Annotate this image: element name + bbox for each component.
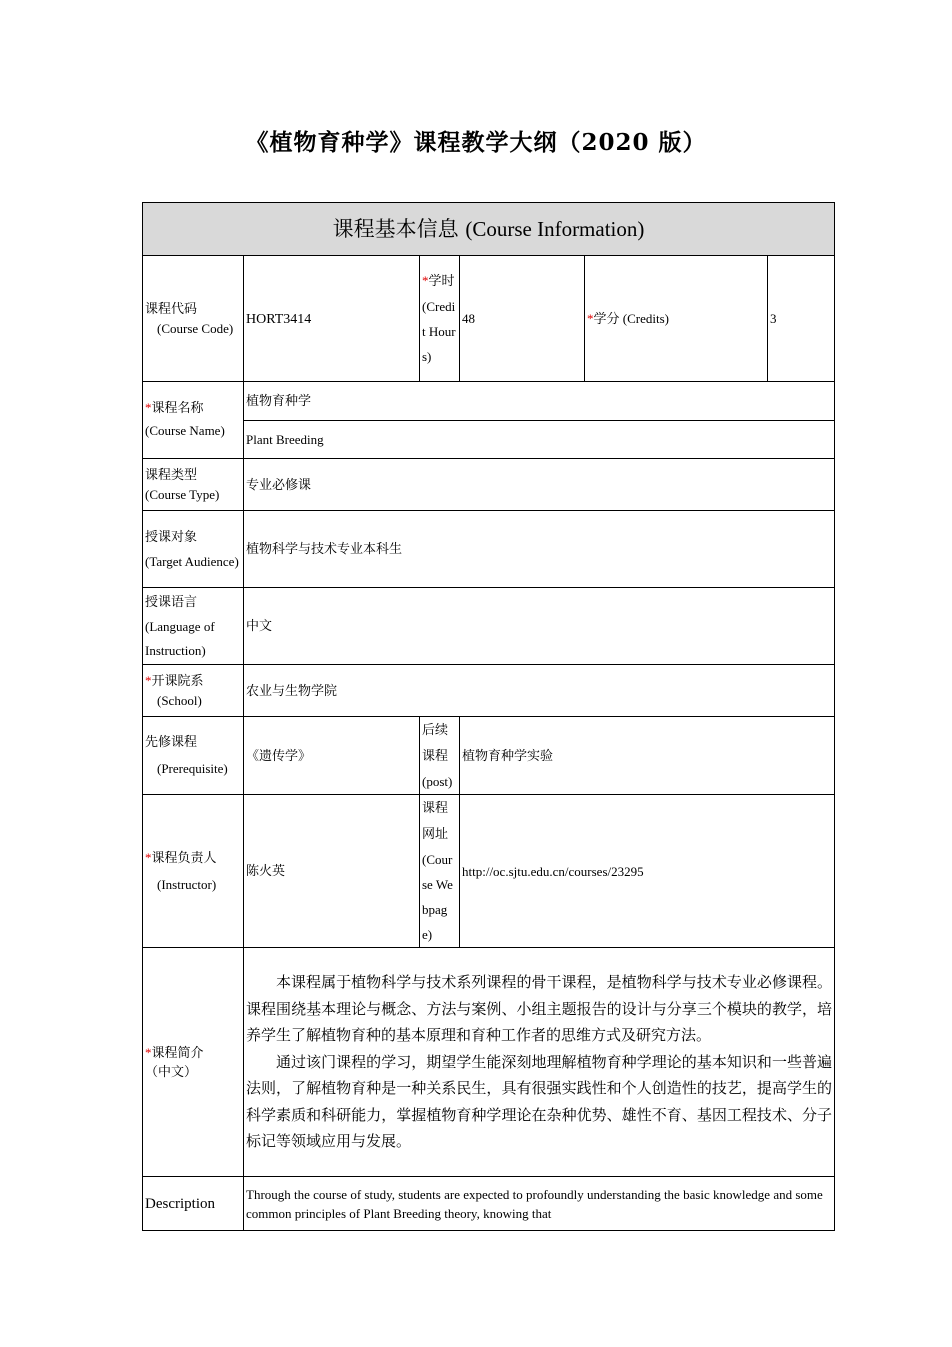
row-audience xyxy=(143,511,835,588)
course-name-label-en: (Course Name) xyxy=(145,422,225,438)
course-code-label-en: (Course Code) xyxy=(157,321,234,336)
language-label-cell xyxy=(143,588,244,665)
hours-label-zh: 学时 xyxy=(428,274,455,289)
row-language xyxy=(143,588,835,665)
instructor-label-cell xyxy=(143,795,244,948)
prerequisite-label-en: (Prerequisite) xyxy=(157,761,228,776)
intro-label-zh2: （中文） xyxy=(145,1064,198,1079)
instructor-value-cell xyxy=(244,795,420,948)
required-star: * xyxy=(422,273,429,288)
credits-label-en: (Credits) xyxy=(622,310,669,326)
post-label-cell xyxy=(420,717,460,795)
course-webpage-link[interactable]: http://oc.sjtu.edu.cn/courses/23295 xyxy=(462,863,644,879)
hours-label-cell xyxy=(420,256,460,382)
credits-value-cell xyxy=(768,256,835,382)
required-star: * xyxy=(145,399,152,415)
required-star: * xyxy=(145,1045,152,1060)
intro-paragraph-2: 通过该门课程的学习，期望学生能深刻地理解植物育种学理论的基本知识和一些普遍法则，了解植物育种是一种关系民生，具有很强实践性和个人创造性的技艺，提高学生的科学素质和科研能力，掌握植物育种学理论在杂种优势、雄性不育、基因工程技术、分子标记等领域应用与发展。 xyxy=(246,1052,833,1151)
language-label-en: (Language of Instruction) xyxy=(145,618,215,658)
required-star: * xyxy=(587,310,594,326)
section-header-en: (Course Information) xyxy=(465,216,645,241)
hours-label-en: (Credit Hours) xyxy=(422,299,456,364)
row-course-code xyxy=(143,256,835,382)
post-label-en: (post) xyxy=(422,774,453,789)
row-course-name-zh xyxy=(143,382,835,421)
course-code-value-cell xyxy=(244,256,420,382)
row-instructor xyxy=(143,795,835,948)
description-label-cell xyxy=(143,1177,244,1231)
row-school xyxy=(143,665,835,717)
required-star: * xyxy=(145,849,152,865)
instructor-label-zh: 课程负责人 xyxy=(151,850,217,866)
school-label-zh: 开课院系 xyxy=(151,674,204,689)
credits-value: 3 xyxy=(770,311,777,326)
language-value-cell xyxy=(244,588,835,665)
hours-value: 48 xyxy=(462,311,475,326)
table-header-row xyxy=(143,203,835,256)
school-value-cell xyxy=(244,665,835,717)
row-description xyxy=(143,1177,835,1231)
course-type-label-en: (Course Type) xyxy=(145,487,220,502)
intro-label-cell xyxy=(143,948,244,1177)
instructor-value: 陈火英 xyxy=(246,864,286,879)
course-type-value: 专业必修课 xyxy=(246,477,312,493)
course-name-label-zh: 课程名称 xyxy=(151,400,204,416)
description-text: Through the course of study, students are expected to profoundly understanding the basic knowledge and some common principles of Plant Breeding theory, knowing that xyxy=(246,1186,823,1221)
course-name-en-cell xyxy=(244,421,835,459)
course-code-value: HORT3414 xyxy=(246,311,312,327)
prerequisite-label-zh: 先修课程 xyxy=(145,735,198,750)
credits-label-zh: 学分 xyxy=(593,311,620,327)
language-value: 中文 xyxy=(246,619,273,634)
school-label-en: (School) xyxy=(157,693,202,708)
audience-label-en: (Target Audience) xyxy=(145,553,239,569)
audience-value-cell xyxy=(244,511,835,588)
row-intro xyxy=(143,948,835,1177)
credits-label-cell xyxy=(585,256,768,382)
webpage-label-en: (Course Webpage) xyxy=(422,852,453,942)
instructor-label-en: (Instructor) xyxy=(157,876,217,892)
course-name-en: Plant Breeding xyxy=(246,432,324,447)
description-label: Description xyxy=(145,1195,215,1212)
course-info-table xyxy=(142,202,835,1231)
language-label-zh: 授课语言 xyxy=(145,594,198,610)
intro-label-zh: 课程简介 xyxy=(151,1045,204,1060)
intro-paragraph-1: 本课程属于植物科学与技术系列课程的骨干课程，是植物科学与技术专业必修课程。课程围绕基本理论与概念、方法与案例、小组主题报告的设计与分享三个模块的教学，培养学生了解植物育种的基本原理和育种工作者的思维方式及研究方法。 xyxy=(246,973,833,1045)
audience-label-zh: 授课对象 xyxy=(145,529,198,545)
webpage-label-cell xyxy=(420,795,460,948)
row-course-name-en xyxy=(143,421,835,459)
section-header xyxy=(143,203,835,256)
required-star: * xyxy=(145,673,152,688)
course-type-value-cell xyxy=(244,459,835,511)
post-value: 植物育种学实验 xyxy=(462,748,554,764)
school-value: 农业与生物学院 xyxy=(246,683,338,699)
school-label-cell xyxy=(143,665,244,717)
page-title: 《植物育种学》课程教学大纲（2020 版） xyxy=(245,129,707,156)
audience-label-cell xyxy=(143,511,244,588)
post-label-zh: 后续课程 xyxy=(422,723,449,764)
prerequisite-value: 《遗传学》 xyxy=(246,748,312,764)
course-code-label-zh: 课程代码 xyxy=(145,302,198,317)
prerequisite-value-cell xyxy=(244,717,420,795)
row-prerequisite xyxy=(143,717,835,795)
course-type-label-cell xyxy=(143,459,244,511)
course-name-zh-cell xyxy=(244,382,835,421)
course-code-label-cell xyxy=(143,256,244,382)
section-header-zh: 课程基本信息 xyxy=(332,216,459,241)
description-text-cell xyxy=(244,1177,835,1231)
audience-value: 植物科学与技术专业本科生 xyxy=(246,542,403,557)
intro-text-cell xyxy=(244,948,835,1177)
course-name-label-cell xyxy=(143,382,244,459)
webpage-label-zh: 课程网址 xyxy=(422,801,449,842)
course-name-zh: 植物育种学 xyxy=(246,394,312,409)
row-course-type xyxy=(143,459,835,511)
hours-value-cell xyxy=(460,256,585,382)
post-value-cell xyxy=(460,717,835,795)
prerequisite-label-cell xyxy=(143,717,244,795)
course-type-label-zh: 课程类型 xyxy=(145,468,198,483)
webpage-value-cell xyxy=(460,795,835,948)
